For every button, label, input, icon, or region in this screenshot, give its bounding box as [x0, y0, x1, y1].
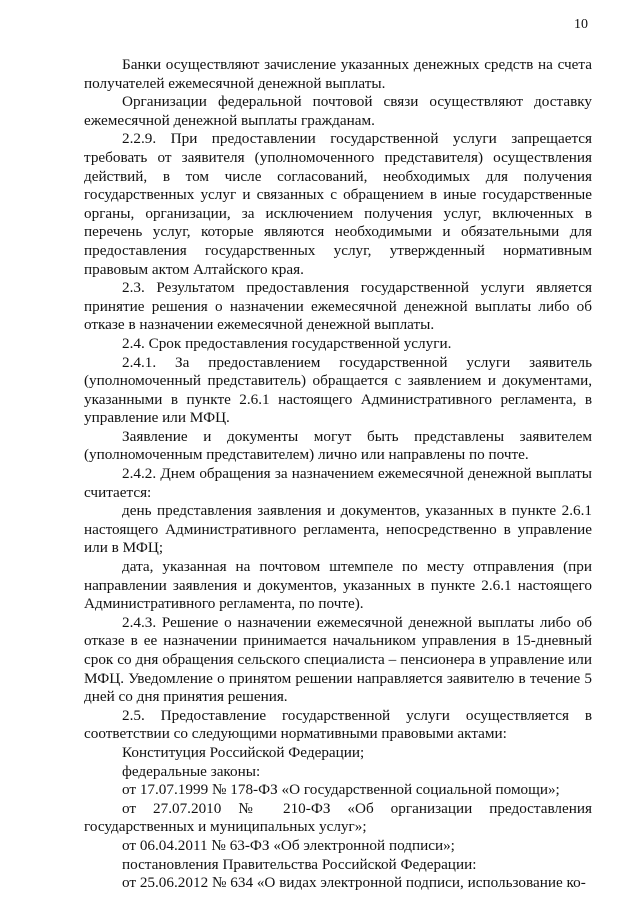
document-body [84, 56, 592, 893]
paragraph-2-2-9: 2.2.9. При предоставлении государственной услуги запрещается требовать от заявителя (уполномоченного представителя) осуществления действий, в том числе согласований, необходимых для получения государственных услуг и связанных с обращением в иные государственные органы, организации, за исключением получения услуг, включенных в перечень услуг, которые являются необходимыми и обязательными для предоставления государственных услуг, утвержденный нормативным правовым актом Алтайского края. [84, 130, 592, 278]
paragraph-postmark-date: дата, указанная на почтовом штемпеле по месту отправления (при направлении заявления и документов, указанных в пункте 2.6.1 настоящего Административного регламента, по почте). [84, 558, 592, 613]
paragraph-postal: Организации федеральной почтовой связи осуществляют доставку ежемесячной денежной выплаты гражданам. [84, 93, 592, 129]
paragraph-documents: Заявление и документы могут быть представлены заявителем (уполномоченным представителем) лично или направлены по почте. [84, 427, 592, 464]
paragraph-2-4-3: 2.4.3. Решение о назначении ежемесячной денежной выплаты либо об отказе в ее назначении принимается начальником управления в 15-дневный срок со дня обращения сельского специалиста – пенсионера в управление или МФЦ. Уведомление о принятом решении направляется заявителю в течение 5 дней со дня принятия решения. [84, 613, 592, 706]
paragraph-constitution: Конституция Российской Федерации; [122, 743, 365, 761]
paragraph-2-5: 2.5. Предоставление государственной услуги осуществляется в соответствии со следующими нормативными правовыми актами: [84, 706, 592, 743]
paragraph-2-4-2: 2.4.2. Днем обращения за назначением ежемесячной денежной выплаты считается: [84, 465, 592, 501]
paragraph-government-resolutions: постановления Правительства Российской Федерации: [122, 855, 477, 873]
paragraph-law-210: от 27.07.2010 № 210-ФЗ «Об организации предоставления государственных и муниципальных услуг»; [84, 799, 592, 836]
paragraph-resolution-634: от 25.06.2012 № 634 «О видах электронной подписи, использование ко- [122, 874, 586, 892]
paragraph-law-63: от 06.04.2011 № 63-ФЗ «Об электронной подписи»; [122, 836, 455, 854]
paragraph-banks: Банки осуществляют зачисление указанных денежных средств на счета получателей ежемесячной денежной выплаты. [84, 56, 592, 92]
paragraph-law-178: от 17.07.1999 № 178-ФЗ «О государственной социальной помощи»; [122, 781, 560, 799]
paragraph-day-of-submission: день представления заявления и документов, указанных в пункте 2.6.1 настоящего Административного регламента, непосредственно в управление или в МФЦ; [84, 502, 592, 557]
paragraph-2-4: 2.4. Срок предоставления государственной услуги. [122, 334, 452, 352]
page-number: 10 [574, 17, 588, 32]
paragraph-federal-laws: федеральные законы: [122, 762, 261, 780]
paragraph-2-3: 2.3. Результатом предоставления государственной услуги является принятие решения о назначении ежемесячной денежной выплаты либо об отказе в назначении ежемесячной денежной выплаты. [84, 279, 592, 334]
paragraph-2-4-1: 2.4.1. За предоставлением государственной услуги заявитель (уполномоченный представитель) обращается с заявлением и документами, указанными в пункте 2.6.1 настоящего Административного регламента, в управление или МФЦ. [84, 353, 592, 427]
